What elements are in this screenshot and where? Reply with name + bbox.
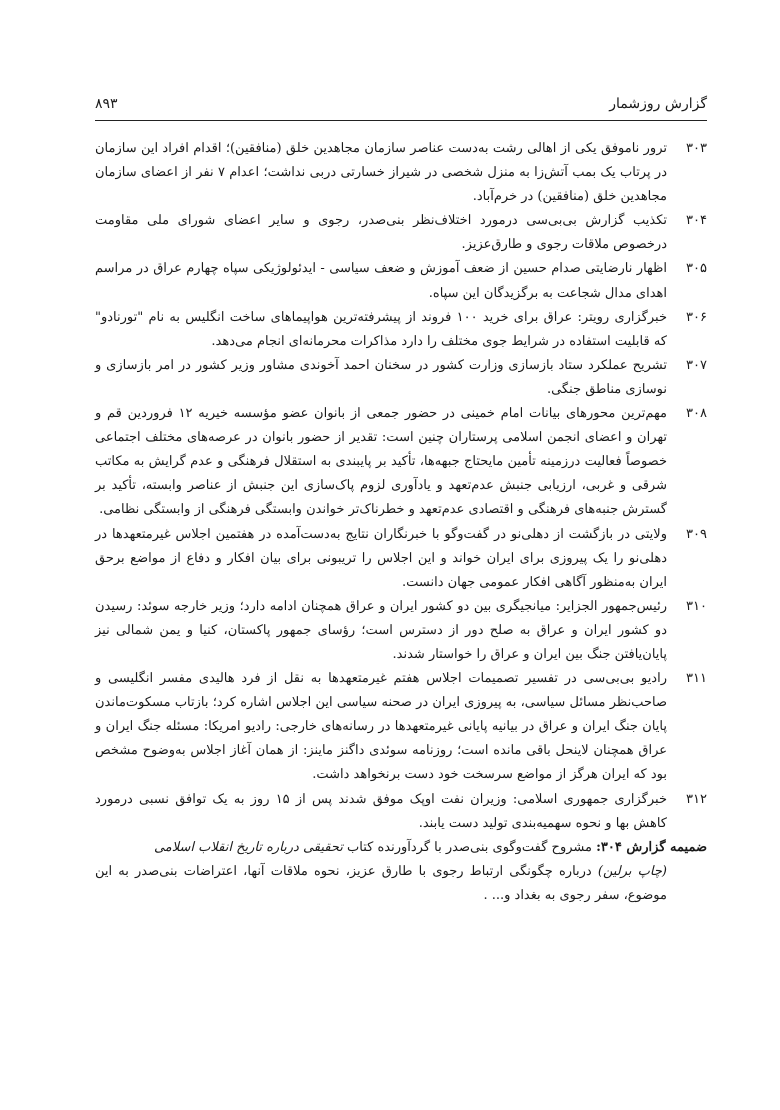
entry-311 (95, 667, 707, 787)
header-rule (95, 120, 707, 121)
entry-number: ۳۱۰ (686, 598, 707, 614)
entry-text: تشریح عملکرد ستاد بازسازی وزارت کشور در سخنان احمد آخوندی مشاور وزیر کشور در امر بازسازی و نوسازی مناطق جنگی. (95, 357, 667, 397)
entry-text: خبرگزاری رویتر: عراق برای خرید ۱۰۰ فروند از پیشرفته‌ترین هواپیماهای ساخت انگلیس به نام "تورنادو" که قابلیت استفاده در شرایط جوی مختلف را دارد مذاکرات محرمانه‌ای انجام می‌دهد. (95, 309, 668, 349)
entry-text: رئیس‌جمهور الجزایر: میانجیگری بین دو کشور ایران و عراق همچنان ادامه دارد؛ وزیر خارجه سوئد: رسیدن دو کشور ایران و عراق به صلح دور از دسترس است؛ رؤسای جمهور پاکستان، کنیا و یمن شمالی نیز پایان‌یافتن جنگ بین ایران و عراق را خواستار شدند. (95, 598, 667, 662)
appendix-text-1: مشروح گفت‌وگوی بنی‌صدر با گردآورنده کتاب (342, 839, 597, 855)
entry-number: ۳۰۶ (686, 309, 707, 325)
appendix-continuation (95, 860, 707, 908)
document-page (95, 88, 707, 1048)
entry-303 (95, 137, 707, 209)
entry-number: ۳۱۲ (686, 791, 707, 807)
entry-307 (95, 354, 707, 402)
entry-number: ۳۰۴ (686, 213, 707, 229)
appendix-text-2: (چاپ برلین) (597, 863, 667, 879)
entry-text: تکذیب گزارش بی‌بی‌سی درمورد اختلاف‌نظر بنی‌صدر، رجوی و سایر اعضای شورای ملی مقاومت درخصوص ملاقات رجوی و طارق‌عزیز. (95, 213, 667, 253)
entry-308 (95, 402, 707, 522)
entry-305 (95, 257, 707, 305)
appendix-book-title: تحقیقی درباره تاریخ انقلاب اسلامی (153, 839, 343, 855)
entry-310 (95, 595, 707, 667)
entry-text: مهم‌ترین محورهای بیانات امام خمینی در حضور جمعی از بانوان عضو مؤسسه خیریه ۱۲ فروردین قم و تهران و اعضای انجمن اسلامی پرستاران چنین است: تقدیر از حضور بانوان در عرصه‌های مختلف اجتماعی خصوصاً فعالیت درزمینه تأمین مایحتاج جبهه‌ها، تأکید بر پایبندی به استقلال فرهنگی و عدم گرایش به مکاتب شرقی و غربی، ارزیابی جنبش عدم‌تعهد و یادآوری لزوم پاک‌سازی این جنبش از عناصر وابسته، تأکید بر گسترش جنبه‌های فرهنگی و اقتصادی عدم‌تعهد و خطرناک‌تر خواندن وابستگی فرهنگی از وابستگی نظامی. (95, 406, 667, 518)
entry-text: ترور ناموفق یکی از اهالی رشت به‌دست عناصر سازمان مجاهدین خلق (منافقین)؛ اقدام افراد این سازمان در پرتاب یک بمب آتش‌زا به منزل شخصی در شیراز خسارتی دربی نداشت؛ اعدام ۷ نفر از اعضای سازمان مجاهدین خلق (منافقین) در خرم‌آباد. (95, 141, 667, 205)
entry-number: ۳۱۱ (686, 671, 707, 687)
appendix-text-3: درباره چگونگی ارتباط رجوی با طارق عزیز، نحوه ملاقات آنها، اعتراضات بنی‌صدر به این موضوع، سفر رجوی به بغداد و... . (95, 863, 667, 903)
entry-text: خبرگزاری جمهوری اسلامی: وزیران نفت اوپک موفق شدند پس از ۱۵ روز به یک توافق نسبی درمورد کاهش بها و نحوه سهمیه‌بندی تولید دست یابند. (95, 791, 667, 831)
running-title: گزارش روزشمار (609, 96, 707, 112)
entry-number: ۳۰۵ (686, 261, 707, 277)
entry-list (95, 137, 707, 836)
appendix-label: ضمیمه گزارش ۳۰۴: (596, 839, 707, 855)
page-header (95, 88, 707, 114)
entry-text: اظهار نارضایتی صدام حسین از ضعف آموزش و ضعف سیاسی - ایدئولوژیکی سپاه چهارم عراق در مراسم اهدای مدال شجاعت به برگزیدگان این سپاه. (95, 261, 667, 301)
entry-306 (95, 306, 707, 354)
entry-312 (95, 788, 707, 836)
entry-number: ۳۰۸ (686, 406, 707, 422)
entry-309 (95, 523, 707, 595)
entry-number: ۳۰۳ (686, 141, 707, 156)
page-number: ۸۹۳ (95, 96, 118, 112)
entry-number: ۳۰۹ (686, 526, 707, 542)
entry-text: رادیو بی‌بی‌سی در تفسیر تصمیمات اجلاس هفتم غیرمتعهدها به نقل از فرد هالیدی مفسر انگلیسی و صاحب‌نظر مسائل سیاسی، به پیروزی ایران در صحنه سیاسی این اجلاس اشاره کرد؛ بازتاب مسکوت‌ماندن پایان جنگ ایران و عراق در بیانیه پایانی غیرمتعهدها در رسانه‌های خارجی: رادیو امریکا: مسئله جنگ ایران و عراق همچنان لاینحل باقی مانده است؛ روزنامه سوئدی داگنز ماینز: از همان آغاز اجلاس به‌وضوح مشخص بود که ایران هرگز از مواضع سرسخت خود دست برنخواهد داشت. (95, 671, 667, 783)
entry-number: ۳۰۷ (686, 357, 707, 373)
appendix-note (95, 836, 707, 908)
entry-304 (95, 209, 707, 257)
entry-text: ولایتی در بازگشت از دهلی‌نو در گفت‌وگو با خبرنگاران نتایج به‌دست‌آمده در هفتمین اجلاس غیرمتعهدها در دهلی‌نو را یک پیروزی برای ایران خواند و این اجلاس را تریبونی برای بیان افکار و دفاع از مواضع برحق ایران به‌منظور آگاهی افکار عمومی جهان دانست. (95, 526, 667, 590)
